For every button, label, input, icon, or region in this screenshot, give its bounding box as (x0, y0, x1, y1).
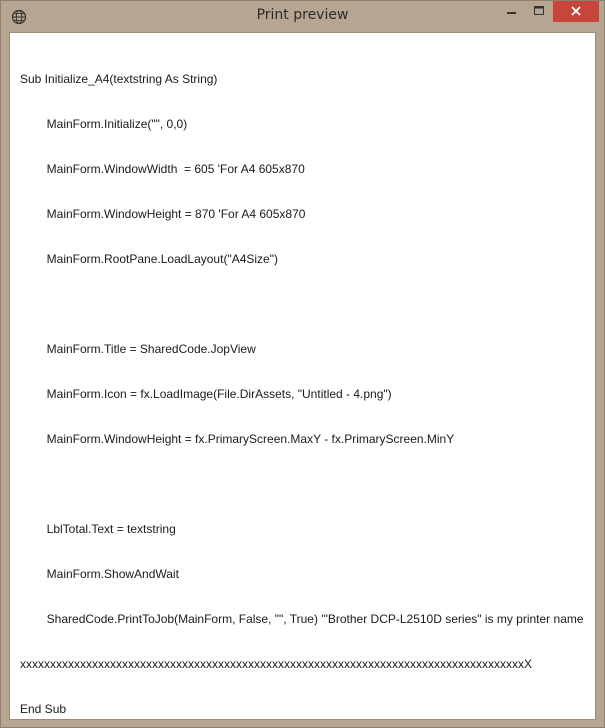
close-button[interactable] (553, 1, 599, 22)
close-icon (571, 3, 581, 21)
code-line: End Sub (20, 702, 67, 716)
code-line: MainForm.Icon = fx.LoadImage(File.DirAssets, "Untitled - 4.png") (20, 387, 392, 401)
code-line: LblTotal.Text = textstring (20, 522, 176, 536)
maximize-button[interactable] (526, 1, 553, 22)
code-line: MainForm.WindowHeight = fx.PrimaryScreen.MaxY - fx.PrimaryScreen.MinY (20, 432, 455, 446)
code-line: Sub Initialize_A4(textstring As String) (20, 72, 218, 86)
code-line: MainForm.WindowWidth = 605 'For A4 605x870 (20, 162, 305, 176)
maximize-icon (534, 3, 545, 21)
code-line: MainForm.Initialize("", 0,0) (20, 117, 188, 131)
code-line: MainForm.ShowAndWait (20, 567, 179, 581)
code-line: MainForm.Title = SharedCode.JopView (20, 342, 256, 356)
preview-content-area (9, 32, 596, 720)
window-title: Print preview (256, 7, 349, 23)
title-bar[interactable] (1, 1, 604, 32)
code-line: MainForm.WindowHeight = 870 'For A4 605x870 (20, 207, 306, 221)
minimize-button[interactable] (498, 1, 526, 22)
code-line: xxxxxxxxxxxxxxxxxxxxxxxxxxxxxxxxxxxxxxxxxxxxxxxxxxxxxxxxxxxxxxxxxxxxxxxxxxxxxxxxxxxxX (20, 657, 533, 671)
code-listing (20, 42, 584, 720)
minimize-icon (507, 3, 517, 21)
code-line: SharedCode.PrintToJob(MainForm, False, "", True) '"Brother DCP-L2510D series" is my printer name (20, 612, 584, 626)
code-line: MainForm.RootPane.LoadLayout("A4Size") (20, 252, 278, 266)
code-line (20, 297, 584, 312)
code-line (20, 477, 584, 492)
